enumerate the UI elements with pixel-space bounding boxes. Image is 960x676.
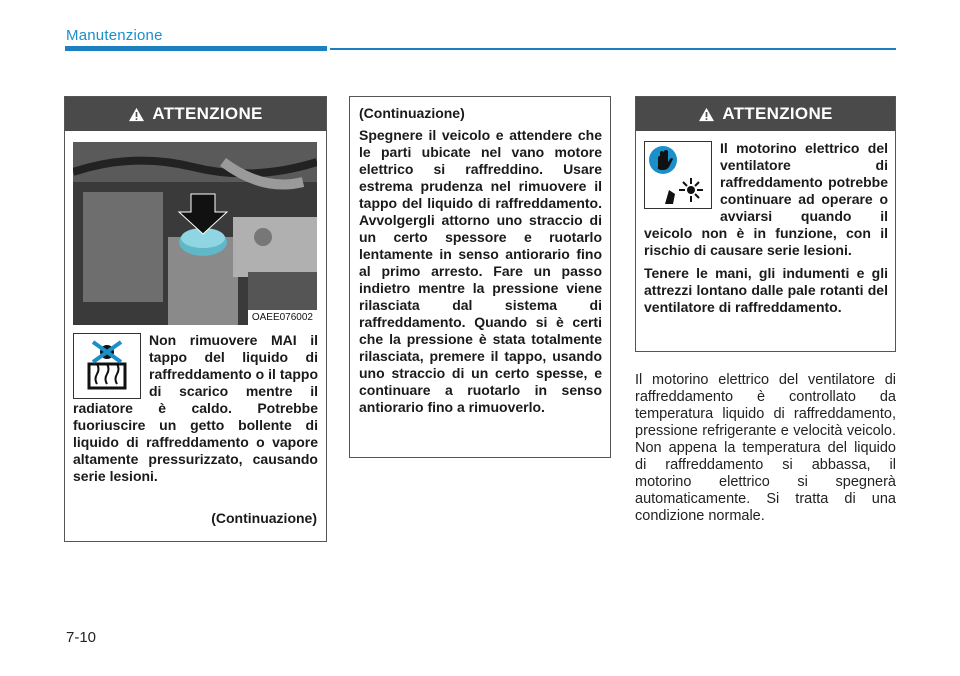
left-warning-text-block — [73, 332, 318, 485]
warning-triangle-icon — [698, 107, 715, 122]
left-warning-header — [65, 97, 326, 131]
engine-bay-illustration — [73, 142, 317, 325]
right-warning-text-block — [644, 140, 888, 322]
right-warning-title: ATTENZIONE — [722, 104, 833, 123]
middle-text-block — [359, 105, 602, 421]
middle-continuation-box — [349, 96, 611, 458]
left-warning-title: ATTENZIONE — [152, 104, 263, 123]
section-title: Manutenzione — [66, 27, 163, 44]
header-rule-thick — [65, 46, 327, 51]
right-warning-paragraph-1: Il motorino elettrico del ventilatore di raffreddamento potrebbe continuare ad operare o avviarsi quando il veicolo non è in funzione, con il rischio di causare serie lesioni. — [644, 140, 888, 258]
left-warning-text: Non rimuovere MAI il tappo del liquido di raffreddamento o il tappo di scarico mentre il radiatore è caldo. Potrebbe fuoriuscire un getto bollente di liquido di raffreddamento o vapore altamente pressurizzato, causando serie lesioni. — [73, 332, 318, 484]
middle-warning-text: Spegnere il veicolo e attendere che le parti ubicate nel vano motore elettrico si raffreddino. Usare estrema prudenza nel rimuovere il tappo del liquido di raffreddamento. Avvolgergli attorno uno straccio di un certo spessore e ruotarlo lentamente in senso antiorario fino al primo arresto. Fare un passo indietro mentre la pressione viene rilasciata dal sistema di raffreddamento. Quando si è certi che la pressione è stata totalmente rilasciata, premere il tappo, usando uno straccio di un certo spesse, e continuare a ruotarlo in senso antiorario fino a rimuoverlo. — [359, 127, 602, 415]
header-rule-thin — [330, 48, 896, 50]
body-paragraph: Il motorino elettrico del ventilatore di raffreddamento è controllato da temperatura liquido di raffreddamento, pressione refrigerante e velocità veicolo. Non appena la temperatura del liquido di raffreddamento si abbassa, il motorino elettrico si spegnerà automaticamente. Si tratta di una condizione normale. — [635, 372, 896, 524]
image-code: OAEE076002 — [248, 310, 317, 325]
right-warning-header — [636, 97, 895, 131]
left-warning-box — [64, 96, 327, 542]
right-warning-box — [635, 96, 896, 352]
engine-bay-photo — [73, 142, 317, 325]
warning-triangle-icon — [128, 107, 145, 122]
left-warning-continuation: (Continuazione) — [211, 510, 317, 526]
middle-continuation-label: (Continuazione) — [359, 105, 465, 121]
page-number: 7-10 — [66, 629, 97, 646]
right-warning-paragraph-2: Tenere le mani, gli indumenti e gli attrezzi lontano dalle pale rotanti del ventilatore di raffreddamento. — [644, 265, 888, 315]
